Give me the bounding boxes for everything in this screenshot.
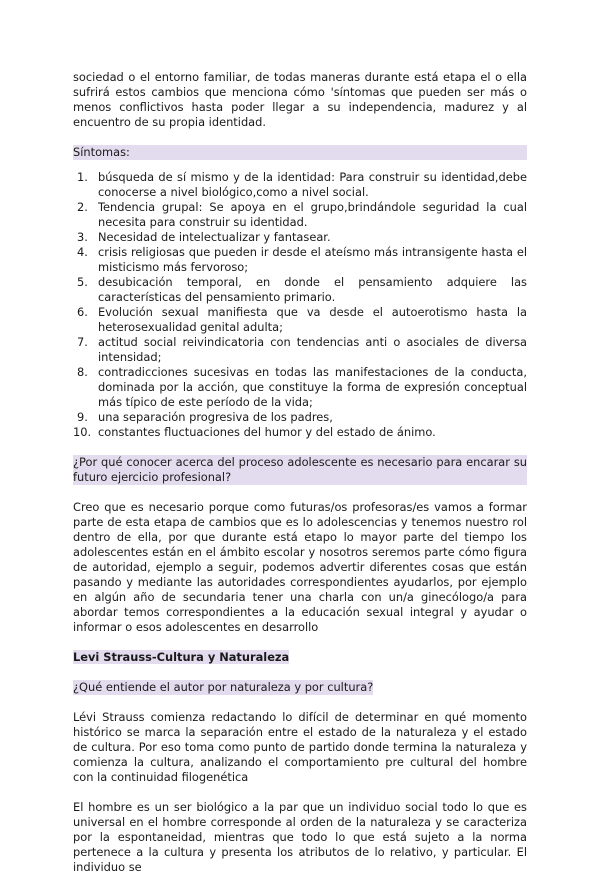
list-item: 2. Tendencia grupal: Se apoya en el grupo,brindándole seguridad la cual necesita para construir su identidad.: [77, 200, 527, 229]
list-item: 3. Necesidad de intelectualizar y fantasear.: [77, 230, 331, 244]
list-item: 5. desubicación temporal, en donde el pensamiento adquiere las características del pensamiento primario.: [77, 275, 527, 304]
list-item: 6. Evolución sexual manifiesta que va desde el autoerotismo hasta la heterosexualidad genital adulta;: [77, 305, 527, 334]
answer-adolescence: Creo que es necesario porque como futuras/os profesoras/es vamos a formar parte de esta etapa de cambios que es lo adolescencias y tenemos nuestro rol dentro de ella, por que durante está etapo lo mayor parte del tiempo los adolescentes están en el ámbito escolar y nosotros seremos parte cómo figura de autoridad, ejemplo a seguir, podemos advertir diferentes cosas que están pasando y mediante las autoridades correspondientes ayudarlos, por ejemplo en algún año de secundaria tener una charla con un/a ginecólogo/a para abordar temos correspondientes a la educación sexual integral y ayudar o informar o esos adolescentes en desarrollo: [73, 500, 527, 634]
list-item: 8. contradicciones sucesivas en todas las manifestaciones de la conducta, dominada por la acción, que constituye la forma de expresión conceptual más típico de este período de la vida;: [77, 365, 527, 409]
answer-nature-culture: Lévi Strauss comienza redactando lo difícil de determinar en qué momento histórico se marca la separación entre el estado de la naturaleza y el estado de cultura. Por eso toma como punto de partido donde termina la naturaleza y comienza la cultura, analizando el comportamiento pre cultural del hombre con la continuidad filogenética: [73, 710, 527, 784]
question-nature-culture: ¿Qué entiende el autor por naturaleza y por cultura?: [73, 680, 374, 694]
list-item: 4. crisis religiosas que pueden ir desde el ateísmo más intransigente hasta el misticismo más fervoroso;: [77, 245, 527, 274]
list-item: 1. búsqueda de sí mismo y de la identidad: Para construir su identidad,debe conocerse a nivel biológico,como a nivel social.: [77, 170, 527, 199]
symptoms-heading: Síntomas:: [73, 145, 527, 160]
list-item: 7. actitud social reivindicatoria con tendencias anti o asociales de diversa intensidad;: [77, 335, 527, 364]
answer-human-being: El hombre es un ser biológico a la par que un individuo social todo lo que es universal en el hombre corresponde al orden de la naturaleza y se caracteriza por la espontaneidad, mientras que todo lo que está sujeto a la norma pertenece a la cultura y presenta los atributos de lo relativo, y particular. El individuo se: [73, 800, 527, 874]
list-item: 10. constantes fluctuaciones del humor y del estado de ánimo.: [73, 425, 436, 439]
section-title: Levi Strauss-Cultura y Naturaleza: [73, 650, 290, 664]
intro-paragraph: sociedad o el entorno familiar, de todas maneras durante está etapa el o ella sufrirá estos cambios que menciona cómo 'síntomas que pueden ser más o menos conflictivos hasta poder llegar a su independencia, madurez y al encuentro de su propia identidad.: [73, 70, 527, 129]
list-item: 9. una separación progresiva de los padres,: [77, 410, 333, 424]
symptoms-list: [73, 170, 527, 440]
question-adolescence: ¿Por qué conocer acerca del proceso adolescente es necesario para encarar su futuro ejercicio profesional?: [73, 455, 527, 484]
